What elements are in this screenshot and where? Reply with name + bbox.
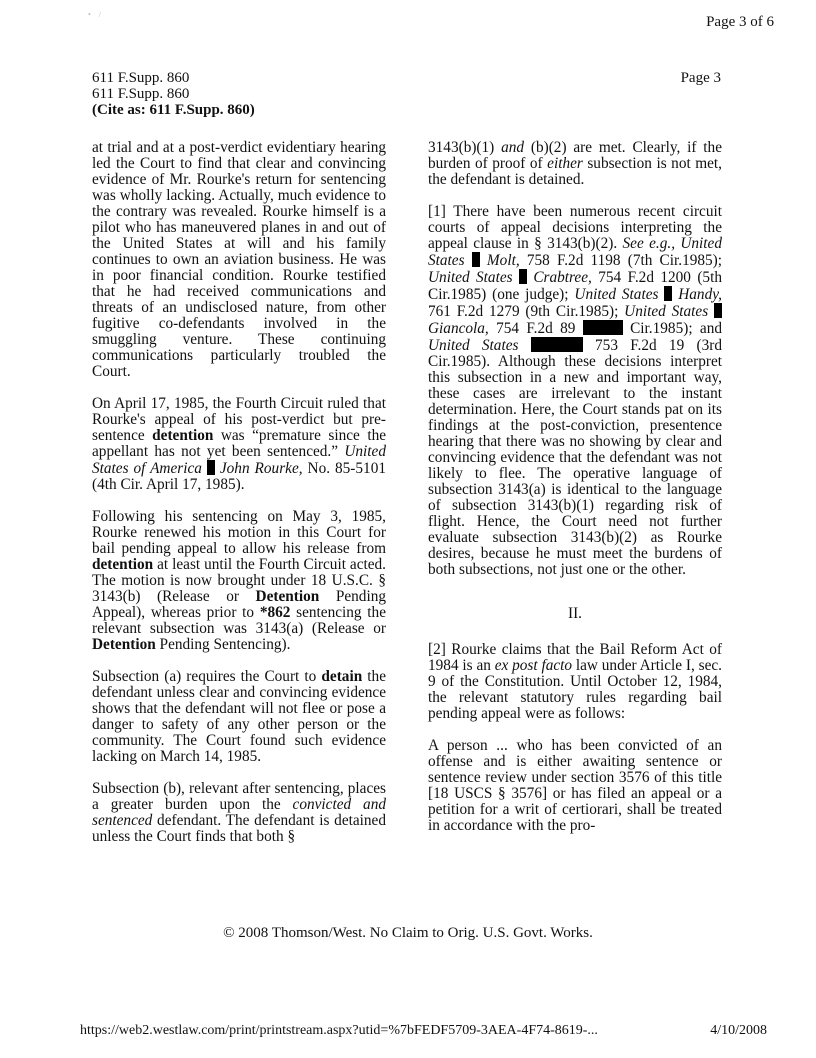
right-paragraph-1: 3143(b)(1) and (b)(2) are met. Clearly, if the burden of proof of either subsection is not met, the defendant is detained.: [428, 139, 722, 188]
right-paragraph-3: [2] Rourke claims that the Bail Reform Act of 1984 is an ex post facto law under Article I, sec. 9 of the Constitution. Until October 12, 1984, the relevant statutory rules regarding bail pending appeal were as follows:: [428, 641, 722, 722]
redaction-mark: [207, 460, 215, 475]
left-paragraph-4: Subsection (a) requires the Court to detain the defendant unless clear and convincing evidence shows that the defendant will not flee or pose a danger to safety of any other person or the community. The Court found such evidence lacking on March 14, 1985.: [92, 668, 386, 765]
statute-quote: A person ... who has been convicted of an offense and is either awaiting sentence or sentence review under section 3576 of this title [18 USCS § 3576] or has filed an appeal or a petition for a writ of certiorari, shall be treated in accordance with the pro-: [428, 737, 722, 834]
left-paragraph-5: Subsection (b), relevant after sentencing, places a greater burden upon the convicted and sentenced defendant. The defendant is detained unless the Court finds that both §: [92, 780, 387, 845]
print-date: 4/10/2008: [710, 1023, 767, 1038]
left-paragraph-1: at trial and at a post-verdict evidentiary hearing led the Court to find that clear and convincing evidence of Mr. Rourke's return for sentencing was wholly lacking. Actually, much evidence to the contrary was revealed. Rourke himself is a pilot who has maneuvered planes in and out of the United States at will and his family continues to own an aviation business. He was in poor financial condition. Rourke testified that he had received communications and threats of an undisclosed nature, from other fugitive co-defendants involved in the smuggling venture. These continuing communications particularly troubled the Court.: [92, 139, 386, 380]
copyright-notice: © 2008 Thomson/West. No Claim to Orig. U.S. Govt. Works.: [223, 925, 593, 941]
redaction-mark: [472, 252, 480, 267]
left-paragraph-2: On April 17, 1985, the Fourth Circuit ruled that Rourke's appeal of his post-verdict but pre-sentence detention was “premature since the appellant has not yet been sentenced.” United States of America John Rourke, No. 85-5101 (4th Cir. April 17, 1985).: [92, 395, 387, 493]
section-heading: II.: [567, 605, 582, 622]
citation-line-1: 611 F.Supp. 860: [92, 70, 190, 86]
scan-specks: • /: [88, 10, 102, 19]
right-paragraph-2: [1] There have been numerous recent circuit courts of appeal decisions interpreting the appeal clause in § 3143(b)(2). See e.g., United States Molt, 758 F.2d 1198 (7th Cir.1985); United States Crabtree, 754 F.2d 1200 (5th Cir.1985) (one judge); United States Handy, 761 F.2d 1279 (9th Cir.1985); United States Giancola, 754 F.2d 89 Cir.1985); and United States 753 F.2d 19 (3rd Cir.1985). Although these decisions interpret this subsection in a new and important way, these cases are irrelevant to the instant determination. Here, the Court stands pat on its findings at the post-conviction, presentence hearing that there was no showing by clear and convincing evidence that the defendant was not likely to flee. The operative language of subsection 3143(a) is identical to the language of subsection 3143(b)(1) regarding risk of flight. Hence, the Court need not further evaluate subsection 3143(b)(2) as Rourke desires, because he must meet the burdens of both subsections, not just one or the other.: [428, 203, 723, 578]
redaction-mark: [714, 303, 722, 318]
redaction-mark: [583, 320, 623, 335]
keyword-detention: detention: [152, 427, 214, 444]
page-label: Page 3: [680, 70, 721, 86]
page-number-of-total: Page 3 of 6: [706, 14, 774, 30]
left-paragraph-3: Following his sentencing on May 3, 1985, Rourke renewed his motion in this Court for bail pending appeal to allow his release from detention at least until the Fourth Circuit acted. The motion is now brought under 18 U.S.C. § 3143(b) (Release or Detention Pending Appeal), whereas prior to *862 sentencing the relevant subsection was 3143(a) (Release or Detention Pending Sentencing).: [92, 508, 386, 653]
redaction-mark: [519, 269, 527, 284]
left-column: [92, 140, 386, 861]
redaction-mark: [531, 337, 583, 352]
star-page-marker: *862: [259, 604, 291, 621]
citation-line-2: 611 F.Supp. 860: [92, 86, 190, 102]
print-url: https://web2.westlaw.com/print/printstream.aspx?utid=%7bFEDF5709-3AEA-4F74-8619-...: [80, 1023, 598, 1038]
citation-block: [92, 70, 255, 118]
right-column: [428, 140, 722, 850]
redaction-mark: [664, 286, 672, 301]
cite-as-line: (Cite as: 611 F.Supp. 860): [92, 102, 255, 118]
